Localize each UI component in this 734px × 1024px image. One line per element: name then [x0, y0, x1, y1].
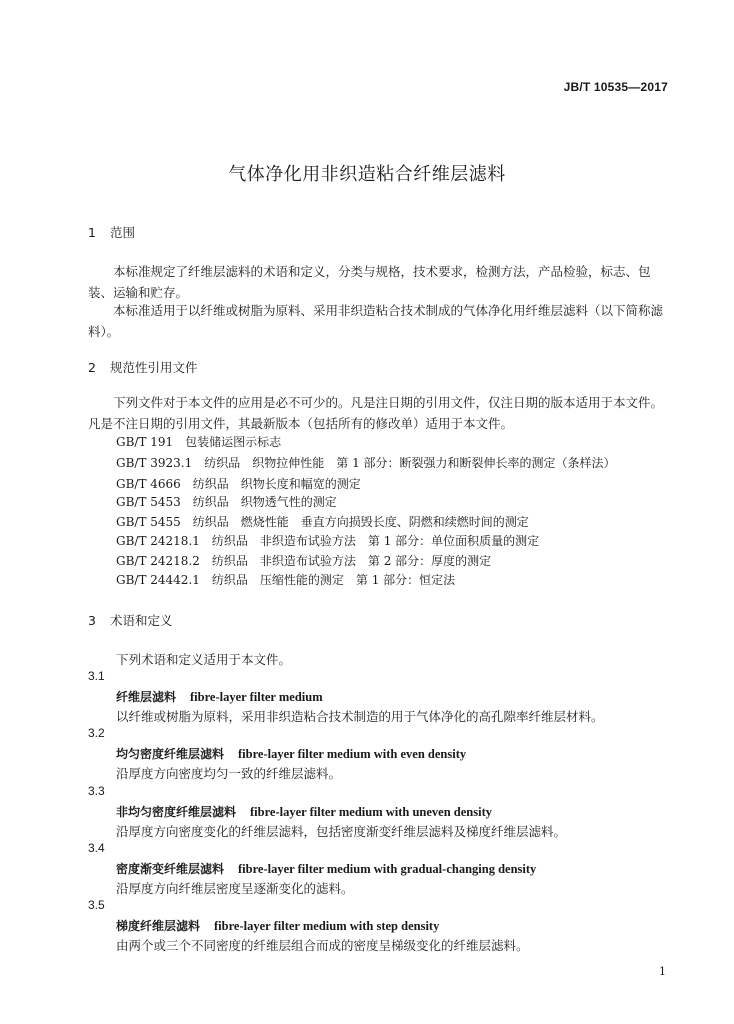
term-english: fibre-layer filter medium with even density	[238, 747, 467, 761]
clause-number: 3.1	[88, 669, 105, 683]
term-entry	[116, 803, 492, 820]
section-title: 规范性引用文件	[110, 360, 198, 375]
section-title: 术语和定义	[110, 613, 173, 628]
term-entry	[116, 860, 536, 877]
term-chinese: 均匀密度纤维层滤料	[116, 747, 225, 761]
reference-item: GB/T 5453 纺织品 织物透气性的测定	[116, 495, 337, 509]
section-2-heading	[88, 358, 198, 376]
reference-item: GB/T 24442.1 纺织品 压缩性能的测定 第 1 部分：恒定法	[116, 573, 456, 587]
term-definition: 沿厚度方向密度变化的纤维层滤料，包括密度渐变纤维层滤料及梯度纤维层滤料。	[116, 824, 567, 839]
term-chinese: 密度渐变纤维层滤料	[116, 862, 225, 876]
term-entry	[116, 917, 439, 934]
section-number: 2	[88, 360, 96, 375]
reference-item: GB/T 3923.1 纺织品 织物拉伸性能 第 1 部分：断裂强力和断裂伸长率的测定（条样法）	[116, 456, 616, 470]
term-chinese: 梯度纤维层滤料	[116, 919, 201, 933]
section-number: 1	[88, 225, 96, 240]
term-entry	[116, 688, 323, 705]
term-definition: 沿厚度方向密度均匀一致的纤维层滤料。	[116, 766, 342, 781]
reference-item: GB/T 191 包装储运图示标志	[116, 435, 282, 449]
term-chinese: 非均匀密度纤维层滤料	[116, 805, 237, 819]
term-definition: 沿厚度方向纤维层密度呈逐渐变化的滤料。	[116, 881, 354, 896]
clause-number: 3.3	[88, 784, 105, 798]
term-english: fibre-layer filter medium with uneven density	[250, 805, 493, 819]
section-1-heading	[88, 223, 135, 241]
document-title: 气体净化用非织造粘合纤维层滤料	[228, 164, 506, 185]
section-1-paragraph-2: 本标准适用于以纤维或树脂为原料、采用非织造粘合技术制成的气体净化用纤维层滤料（以下简称滤料）。	[88, 303, 664, 339]
page-number: 1	[659, 965, 666, 978]
section-1-paragraph-1: 本标准规定了纤维层滤料的术语和定义，分类与规格，技术要求，检测方法，产品检验，标志、包装、运输和贮存。	[88, 264, 651, 300]
document-number: JB/T 10535—2017	[563, 80, 668, 94]
section-3-intro: 下列术语和定义适用于本文件。	[116, 652, 292, 667]
term-definition: 以纤维或树脂为原料，采用非织造粘合技术制造的用于气体净化的高孔隙率纤维层材料。	[116, 709, 604, 724]
clause-number: 3.4	[88, 841, 105, 855]
clause-number: 3.2	[88, 726, 105, 740]
reference-item: GB/T 24218.1 纺织品 非织造布试验方法 第 1 部分：单位面积质量的测定	[116, 534, 540, 548]
term-definition: 由两个或三个不同密度的纤维层组合而成的密度呈梯级变化的纤维层滤料。	[116, 938, 529, 953]
section-title: 范围	[110, 225, 136, 240]
section-2-paragraph-1: 下列文件对于本文件的应用是必不可少的。凡是注日期的引用文件，仅注日期的版本适用于本文件。凡是不注日期的引用文件，其最新版本（包括所有的修改单）适用于本文件。	[88, 395, 664, 431]
reference-item: GB/T 5455 纺织品 燃烧性能 垂直方向损毁长度、阴燃和续燃时间的测定	[116, 515, 529, 529]
reference-item: GB/T 4666 纺织品 织物长度和幅宽的测定	[116, 477, 361, 491]
term-english: fibre-layer filter medium	[190, 690, 323, 704]
section-number: 3	[88, 613, 96, 628]
section-3-heading	[88, 611, 173, 629]
term-entry	[116, 745, 466, 762]
term-english: fibre-layer filter medium with step density	[214, 919, 440, 933]
term-english: fibre-layer filter medium with gradual-changing density	[238, 862, 537, 876]
reference-item: GB/T 24218.2 纺织品 非织造布试验方法 第 2 部分：厚度的测定	[116, 554, 492, 568]
term-chinese: 纤维层滤料	[116, 690, 177, 704]
clause-number: 3.5	[88, 898, 105, 912]
